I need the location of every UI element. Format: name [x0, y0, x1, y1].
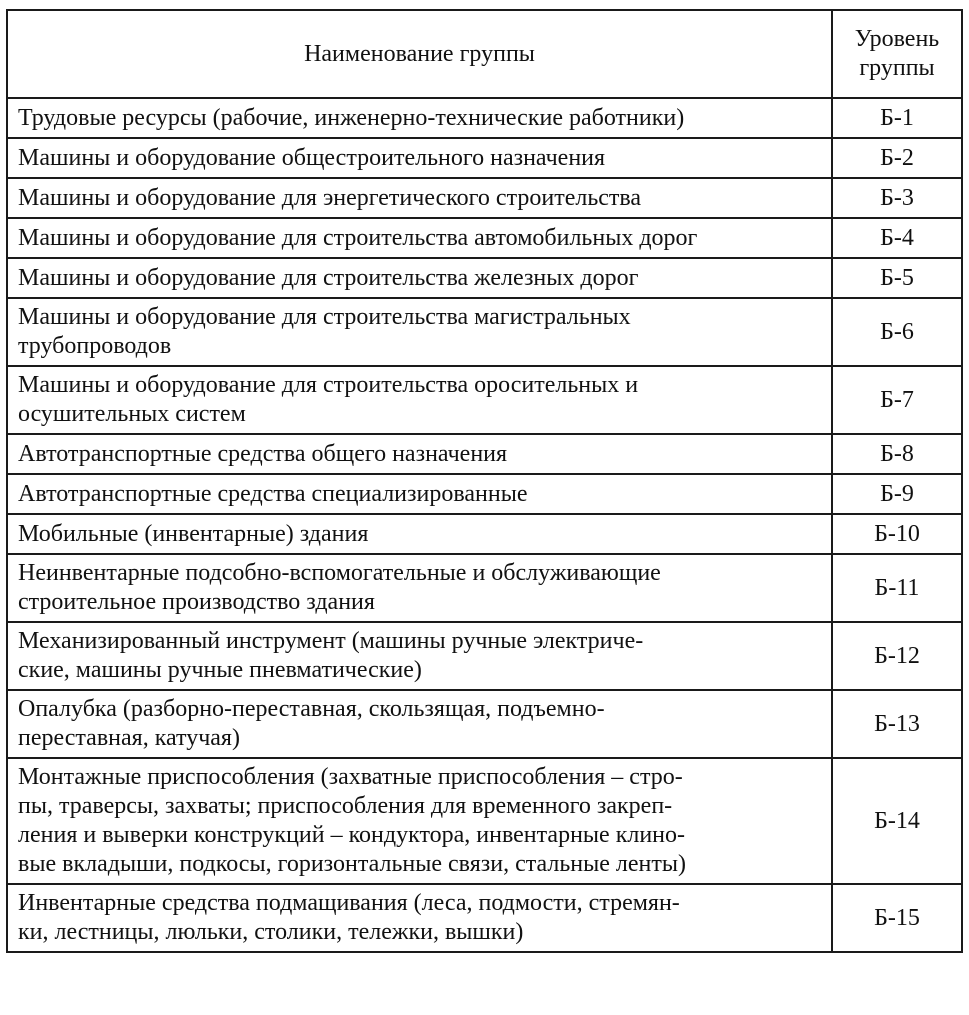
group-name-cell	[7, 758, 832, 884]
header-group-level	[832, 10, 962, 98]
group-name-line: Машины и оборудование для строительства железных дорог	[18, 264, 639, 291]
group-level-cell: Б-1	[832, 98, 962, 138]
group-name-line: пы, траверсы, захваты; приспособления для временного закреп-	[18, 793, 673, 819]
group-name-cell	[7, 178, 832, 218]
group-name-line: осушительных систем	[18, 401, 246, 427]
group-level-cell: Б-14	[832, 758, 962, 884]
group-name-cell	[7, 98, 832, 138]
group-level-cell: Б-13	[832, 690, 962, 758]
table-row	[7, 178, 962, 218]
group-name-line: Монтажные приспособления (захватные приспособления – стро-	[18, 764, 683, 790]
group-name-line: Машины и оборудование общестроительного назначения	[18, 144, 606, 171]
table-body	[7, 98, 962, 952]
table-row	[7, 218, 962, 258]
group-name-cell	[7, 474, 832, 514]
group-name-line: трубопроводов	[18, 333, 172, 359]
table-row	[7, 758, 962, 884]
group-name-line: Механизированный инструмент (машины ручные электриче-	[18, 628, 644, 654]
table-row	[7, 258, 962, 298]
group-name-cell	[7, 554, 832, 622]
group-level-cell: Б-12	[832, 622, 962, 690]
table-row	[7, 434, 962, 474]
table-header-row	[7, 10, 962, 98]
table-row	[7, 514, 962, 554]
group-name-line: Машины и оборудование для строительства оросительных и	[18, 372, 639, 398]
group-name-line: ления и выверки конструкций – кондуктора, инвентарные клино-	[18, 822, 686, 848]
group-name-cell	[7, 366, 832, 434]
table-row	[7, 554, 962, 622]
group-name-cell	[7, 690, 832, 758]
group-level-cell: Б-2	[832, 138, 962, 178]
group-name-cell	[7, 138, 832, 178]
header-level-line-1: Уровень	[854, 26, 940, 52]
group-name-line: Машины и оборудование для строительства автомобильных дорог	[18, 224, 698, 251]
group-name-line: вые вкладыши, подкосы, горизонтальные связи, стальные ленты)	[18, 851, 686, 877]
group-name-line: Машины и оборудование для строительства магистральных	[18, 304, 631, 330]
group-name-cell	[7, 298, 832, 366]
group-name-line: Автотранспортные средства общего назначения	[18, 440, 508, 467]
table-row	[7, 884, 962, 952]
group-name-line: ские, машины ручные пневматические)	[18, 657, 422, 683]
group-level-cell: Б-11	[832, 554, 962, 622]
group-level-cell: Б-6	[832, 298, 962, 366]
group-name-line: Машины и оборудование для энергетического строительства	[18, 184, 642, 211]
group-level-cell: Б-7	[832, 366, 962, 434]
group-name-line: Трудовые ресурсы (рабочие, инженерно-технические работники)	[18, 104, 685, 131]
group-level-cell: Б-9	[832, 474, 962, 514]
table-row	[7, 366, 962, 434]
group-name-cell	[7, 218, 832, 258]
header-group-name: Наименование группы	[7, 10, 832, 98]
group-name-cell	[7, 884, 832, 952]
group-level-cell: Б-4	[832, 218, 962, 258]
table-row	[7, 690, 962, 758]
header-level-line-2: группы	[859, 55, 935, 81]
group-level-cell: Б-5	[832, 258, 962, 298]
group-name-line: Неинвентарные подсобно-вспомогательные и обслуживающие	[18, 560, 661, 586]
group-level-cell: Б-8	[832, 434, 962, 474]
group-name-cell	[7, 622, 832, 690]
group-name-line: переставная, катучая)	[18, 725, 240, 751]
table-row	[7, 138, 962, 178]
table-row	[7, 622, 962, 690]
group-name-line: Инвентарные средства подмащивания (леса, подмости, стремян-	[18, 890, 680, 916]
group-name-cell	[7, 434, 832, 474]
group-level-cell: Б-15	[832, 884, 962, 952]
group-level-cell: Б-10	[832, 514, 962, 554]
group-name-cell	[7, 258, 832, 298]
group-name-line: Опалубка (разборно-переставная, скользящая, подъемно-	[18, 696, 605, 722]
group-name-line: строительное производство здания	[18, 589, 375, 615]
table-row	[7, 298, 962, 366]
group-name-line: ки, лестницы, люльки, столики, тележки, вышки)	[18, 919, 524, 945]
group-level-cell: Б-3	[832, 178, 962, 218]
group-name-cell	[7, 514, 832, 554]
resource-groups-table	[6, 9, 963, 953]
table-row	[7, 474, 962, 514]
group-name-line: Автотранспортные средства специализированные	[18, 480, 528, 507]
group-name-line: Мобильные (инвентарные) здания	[18, 520, 369, 547]
table-row	[7, 98, 962, 138]
